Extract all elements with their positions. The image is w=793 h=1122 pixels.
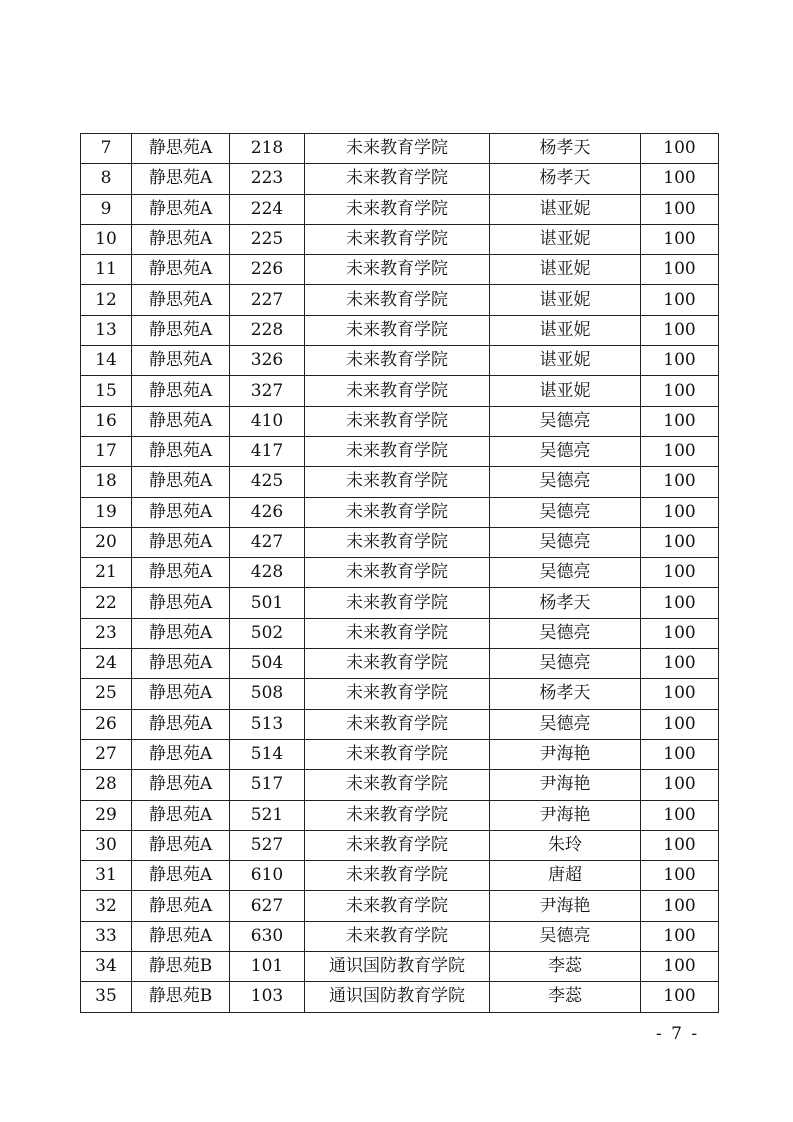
row-index-cell: 28 xyxy=(81,770,132,800)
table-row xyxy=(81,800,719,830)
building-cell: 静思苑A xyxy=(132,770,230,800)
row-index-cell: 24 xyxy=(81,649,132,679)
row-index-cell: 32 xyxy=(81,891,132,921)
counselor-cell: 朱玲 xyxy=(490,830,641,860)
table-row xyxy=(81,861,719,891)
counselor-cell: 吴德亮 xyxy=(490,467,641,497)
table-row xyxy=(81,679,719,709)
college-cell: 未来教育学院 xyxy=(305,527,490,557)
table-row xyxy=(81,649,719,679)
table-row xyxy=(81,770,719,800)
table-row xyxy=(81,346,719,376)
score-cell: 100 xyxy=(641,346,719,376)
table-row xyxy=(81,467,719,497)
room-number-cell: 327 xyxy=(230,376,305,406)
college-cell: 未来教育学院 xyxy=(305,739,490,769)
college-cell: 未来教育学院 xyxy=(305,194,490,224)
building-cell: 静思苑A xyxy=(132,618,230,648)
counselor-cell: 吴德亮 xyxy=(490,406,641,436)
college-cell: 未来教育学院 xyxy=(305,588,490,618)
college-cell: 未来教育学院 xyxy=(305,861,490,891)
table-row xyxy=(81,436,719,466)
building-cell: 静思苑A xyxy=(132,164,230,194)
score-cell: 100 xyxy=(641,497,719,527)
college-cell: 通识国防教育学院 xyxy=(305,982,490,1012)
building-cell: 静思苑A xyxy=(132,285,230,315)
table-row xyxy=(81,588,719,618)
score-cell: 100 xyxy=(641,891,719,921)
college-cell: 未来教育学院 xyxy=(305,346,490,376)
college-cell: 未来教育学院 xyxy=(305,285,490,315)
table-row xyxy=(81,134,719,164)
room-number-cell: 517 xyxy=(230,770,305,800)
table-row xyxy=(81,921,719,951)
college-cell: 未来教育学院 xyxy=(305,679,490,709)
table-row xyxy=(81,527,719,557)
row-index-cell: 13 xyxy=(81,315,132,345)
room-number-cell: 630 xyxy=(230,921,305,951)
building-cell: 静思苑A xyxy=(132,346,230,376)
table-row xyxy=(81,224,719,254)
score-cell: 100 xyxy=(641,406,719,436)
score-cell: 100 xyxy=(641,618,719,648)
table-row xyxy=(81,558,719,588)
row-index-cell: 31 xyxy=(81,861,132,891)
row-index-cell: 33 xyxy=(81,921,132,951)
building-cell: 静思苑B xyxy=(132,982,230,1012)
counselor-cell: 谌亚妮 xyxy=(490,255,641,285)
room-number-cell: 228 xyxy=(230,315,305,345)
room-number-cell: 504 xyxy=(230,649,305,679)
room-number-cell: 103 xyxy=(230,982,305,1012)
building-cell: 静思苑A xyxy=(132,134,230,164)
college-cell: 未来教育学院 xyxy=(305,164,490,194)
counselor-cell: 杨孝天 xyxy=(490,679,641,709)
counselor-cell: 尹海艳 xyxy=(490,770,641,800)
table-row xyxy=(81,618,719,648)
row-index-cell: 18 xyxy=(81,467,132,497)
room-number-cell: 227 xyxy=(230,285,305,315)
college-cell: 未来教育学院 xyxy=(305,830,490,860)
building-cell: 静思苑A xyxy=(132,921,230,951)
table-row xyxy=(81,315,719,345)
room-number-cell: 508 xyxy=(230,679,305,709)
table-row xyxy=(81,952,719,982)
college-cell: 未来教育学院 xyxy=(305,376,490,406)
room-number-cell: 527 xyxy=(230,830,305,860)
college-cell: 未来教育学院 xyxy=(305,406,490,436)
room-number-cell: 225 xyxy=(230,224,305,254)
table-row xyxy=(81,194,719,224)
room-number-cell: 425 xyxy=(230,467,305,497)
building-cell: 静思苑A xyxy=(132,709,230,739)
college-cell: 未来教育学院 xyxy=(305,921,490,951)
score-cell: 100 xyxy=(641,739,719,769)
score-cell: 100 xyxy=(641,982,719,1012)
room-number-cell: 223 xyxy=(230,164,305,194)
building-cell: 静思苑A xyxy=(132,406,230,436)
college-cell: 未来教育学院 xyxy=(305,800,490,830)
room-number-cell: 101 xyxy=(230,952,305,982)
score-cell: 100 xyxy=(641,921,719,951)
building-cell: 静思苑A xyxy=(132,194,230,224)
table-row xyxy=(81,164,719,194)
building-cell: 静思苑B xyxy=(132,952,230,982)
room-number-cell: 514 xyxy=(230,739,305,769)
building-cell: 静思苑A xyxy=(132,861,230,891)
row-index-cell: 21 xyxy=(81,558,132,588)
building-cell: 静思苑A xyxy=(132,588,230,618)
row-index-cell: 35 xyxy=(81,982,132,1012)
building-cell: 静思苑A xyxy=(132,830,230,860)
room-number-cell: 224 xyxy=(230,194,305,224)
room-number-cell: 226 xyxy=(230,255,305,285)
college-cell: 未来教育学院 xyxy=(305,618,490,648)
building-cell: 静思苑A xyxy=(132,891,230,921)
building-cell: 静思苑A xyxy=(132,467,230,497)
score-cell: 100 xyxy=(641,558,719,588)
college-cell: 未来教育学院 xyxy=(305,558,490,588)
score-cell: 100 xyxy=(641,588,719,618)
row-index-cell: 8 xyxy=(81,164,132,194)
score-cell: 100 xyxy=(641,285,719,315)
building-cell: 静思苑A xyxy=(132,315,230,345)
room-number-cell: 218 xyxy=(230,134,305,164)
counselor-cell: 吴德亮 xyxy=(490,649,641,679)
table-row xyxy=(81,709,719,739)
score-cell: 100 xyxy=(641,679,719,709)
score-cell: 100 xyxy=(641,224,719,254)
room-number-cell: 426 xyxy=(230,497,305,527)
row-index-cell: 17 xyxy=(81,436,132,466)
score-cell: 100 xyxy=(641,709,719,739)
row-index-cell: 23 xyxy=(81,618,132,648)
counselor-cell: 谌亚妮 xyxy=(490,346,641,376)
counselor-cell: 吴德亮 xyxy=(490,558,641,588)
score-cell: 100 xyxy=(641,376,719,406)
room-number-cell: 326 xyxy=(230,346,305,376)
row-index-cell: 15 xyxy=(81,376,132,406)
counselor-cell: 吴德亮 xyxy=(490,921,641,951)
room-number-cell: 521 xyxy=(230,800,305,830)
counselor-cell: 杨孝天 xyxy=(490,164,641,194)
row-index-cell: 22 xyxy=(81,588,132,618)
table-row xyxy=(81,255,719,285)
college-cell: 未来教育学院 xyxy=(305,770,490,800)
counselor-cell: 吴德亮 xyxy=(490,497,641,527)
score-cell: 100 xyxy=(641,800,719,830)
counselor-cell: 吴德亮 xyxy=(490,709,641,739)
row-index-cell: 20 xyxy=(81,527,132,557)
table-row xyxy=(81,497,719,527)
counselor-cell: 杨孝天 xyxy=(490,588,641,618)
table-row xyxy=(81,891,719,921)
college-cell: 未来教育学院 xyxy=(305,436,490,466)
table-row xyxy=(81,982,719,1012)
score-cell: 100 xyxy=(641,649,719,679)
row-index-cell: 12 xyxy=(81,285,132,315)
college-cell: 通识国防教育学院 xyxy=(305,952,490,982)
table-row xyxy=(81,376,719,406)
college-cell: 未来教育学院 xyxy=(305,224,490,254)
row-index-cell: 34 xyxy=(81,952,132,982)
score-cell: 100 xyxy=(641,527,719,557)
score-cell: 100 xyxy=(641,830,719,860)
counselor-cell: 尹海艳 xyxy=(490,891,641,921)
room-number-cell: 513 xyxy=(230,709,305,739)
building-cell: 静思苑A xyxy=(132,376,230,406)
college-cell: 未来教育学院 xyxy=(305,891,490,921)
table-row xyxy=(81,285,719,315)
row-index-cell: 30 xyxy=(81,830,132,860)
college-cell: 未来教育学院 xyxy=(305,649,490,679)
college-cell: 未来教育学院 xyxy=(305,467,490,497)
dormitory-score-table xyxy=(80,133,719,1013)
counselor-cell: 谌亚妮 xyxy=(490,315,641,345)
table-row xyxy=(81,830,719,860)
table-row xyxy=(81,406,719,436)
counselor-cell: 吴德亮 xyxy=(490,436,641,466)
row-index-cell: 16 xyxy=(81,406,132,436)
building-cell: 静思苑A xyxy=(132,558,230,588)
counselor-cell: 吴德亮 xyxy=(490,527,641,557)
counselor-cell: 谌亚妮 xyxy=(490,376,641,406)
counselor-cell: 李蕊 xyxy=(490,952,641,982)
building-cell: 静思苑A xyxy=(132,800,230,830)
building-cell: 静思苑A xyxy=(132,436,230,466)
counselor-cell: 谌亚妮 xyxy=(490,285,641,315)
room-number-cell: 427 xyxy=(230,527,305,557)
row-index-cell: 26 xyxy=(81,709,132,739)
row-index-cell: 7 xyxy=(81,134,132,164)
building-cell: 静思苑A xyxy=(132,739,230,769)
building-cell: 静思苑A xyxy=(132,527,230,557)
row-index-cell: 27 xyxy=(81,739,132,769)
building-cell: 静思苑A xyxy=(132,255,230,285)
counselor-cell: 吴德亮 xyxy=(490,618,641,648)
room-number-cell: 501 xyxy=(230,588,305,618)
score-cell: 100 xyxy=(641,861,719,891)
score-cell: 100 xyxy=(641,770,719,800)
college-cell: 未来教育学院 xyxy=(305,315,490,345)
building-cell: 静思苑A xyxy=(132,497,230,527)
counselor-cell: 尹海艳 xyxy=(490,800,641,830)
score-cell: 100 xyxy=(641,164,719,194)
college-cell: 未来教育学院 xyxy=(305,255,490,285)
counselor-cell: 尹海艳 xyxy=(490,739,641,769)
table-row xyxy=(81,739,719,769)
score-cell: 100 xyxy=(641,315,719,345)
counselor-cell: 杨孝天 xyxy=(490,134,641,164)
building-cell: 静思苑A xyxy=(132,679,230,709)
row-index-cell: 25 xyxy=(81,679,132,709)
room-number-cell: 410 xyxy=(230,406,305,436)
score-cell: 100 xyxy=(641,134,719,164)
room-number-cell: 428 xyxy=(230,558,305,588)
building-cell: 静思苑A xyxy=(132,649,230,679)
page-number: - 7 - xyxy=(656,1024,700,1044)
table-body xyxy=(81,134,719,1013)
room-number-cell: 417 xyxy=(230,436,305,466)
score-cell: 100 xyxy=(641,467,719,497)
counselor-cell: 谌亚妮 xyxy=(490,224,641,254)
counselor-cell: 唐超 xyxy=(490,861,641,891)
room-number-cell: 610 xyxy=(230,861,305,891)
counselor-cell: 谌亚妮 xyxy=(490,194,641,224)
college-cell: 未来教育学院 xyxy=(305,709,490,739)
building-cell: 静思苑A xyxy=(132,224,230,254)
row-index-cell: 14 xyxy=(81,346,132,376)
row-index-cell: 29 xyxy=(81,800,132,830)
room-number-cell: 627 xyxy=(230,891,305,921)
row-index-cell: 11 xyxy=(81,255,132,285)
score-cell: 100 xyxy=(641,194,719,224)
row-index-cell: 9 xyxy=(81,194,132,224)
college-cell: 未来教育学院 xyxy=(305,134,490,164)
row-index-cell: 10 xyxy=(81,224,132,254)
room-number-cell: 502 xyxy=(230,618,305,648)
row-index-cell: 19 xyxy=(81,497,132,527)
college-cell: 未来教育学院 xyxy=(305,497,490,527)
score-cell: 100 xyxy=(641,436,719,466)
score-cell: 100 xyxy=(641,952,719,982)
score-cell: 100 xyxy=(641,255,719,285)
counselor-cell: 李蕊 xyxy=(490,982,641,1012)
